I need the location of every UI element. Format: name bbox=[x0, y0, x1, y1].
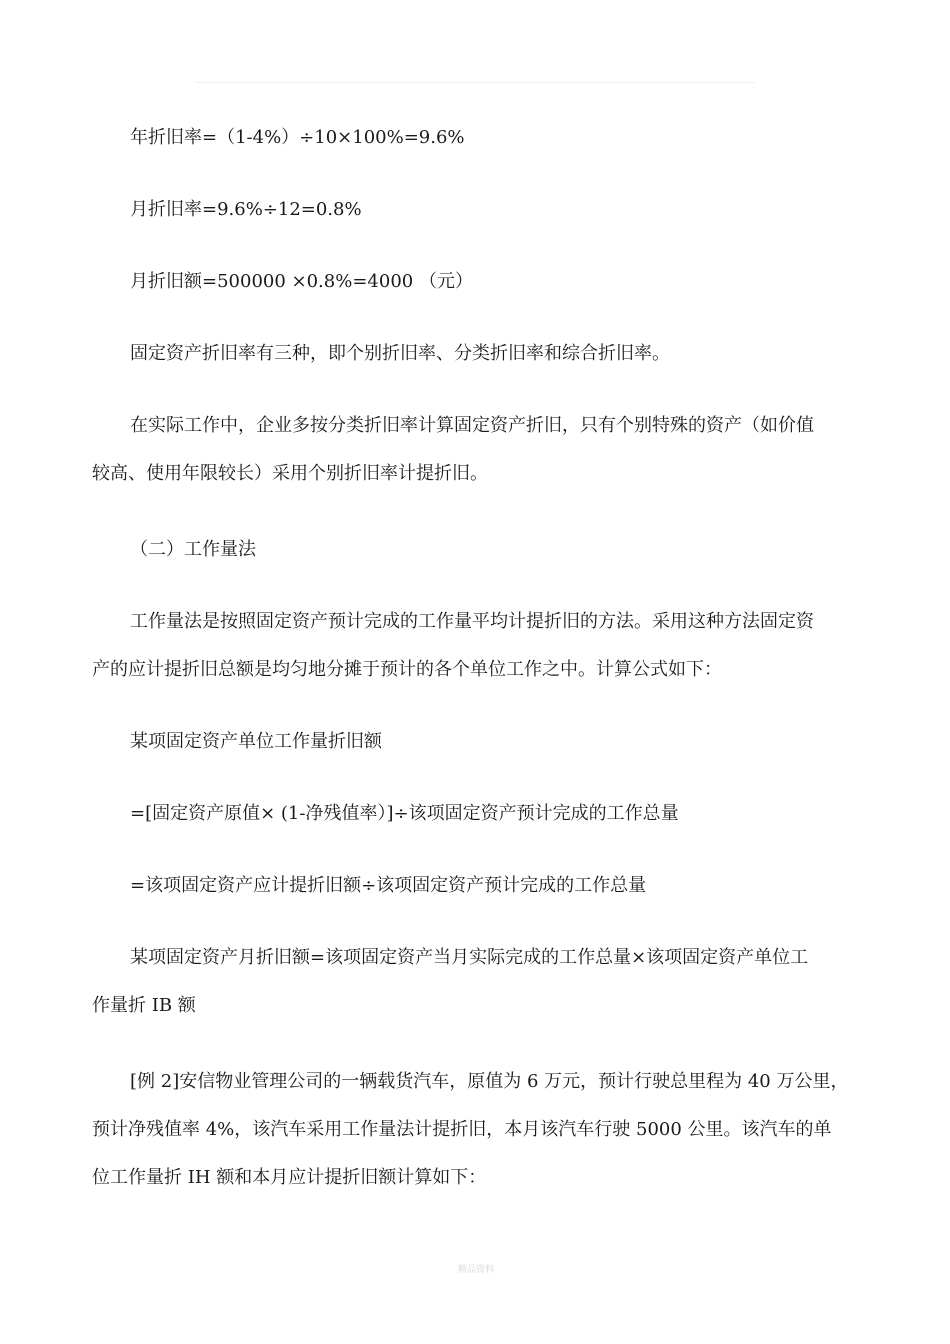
footer-watermark: 精品资料 bbox=[458, 1265, 495, 1275]
paragraph-practice-line-1: 在实际工作中，企业多按分类折旧率计算固定资产折旧，只有个别特殊的资产（如价值 bbox=[130, 415, 814, 436]
formula-monthly-amount-line-1: 某项固定资产月折旧额=该项固定资产当月实际完成的工作总量×该项固定资产单位工 bbox=[130, 947, 809, 968]
paragraph-practice-line-2: 较高、使用年限较长）采用个别折旧率计提折旧。 bbox=[92, 463, 488, 484]
formula-unit-expression-2: =该项固定资产应计提折旧额÷该项固定资产预计完成的工作总量 bbox=[130, 875, 647, 896]
example-2-line-1: [例 2]安信物业管理公司的一辆载货汽车，原值为 6 万元，预计行驶总里程为 40 万公里， bbox=[130, 1071, 849, 1092]
paragraph-rate-types: 固定资产折旧率有三种，即个别折旧率、分类折旧率和综合折旧率。 bbox=[130, 343, 670, 364]
example-2-line-3: 位工作量折 IH 额和本月应计提折旧额计算如下： bbox=[92, 1167, 487, 1188]
section-heading-workload: （二）工作量法 bbox=[130, 539, 256, 560]
example-2-line-2: 预计净残值率 4%，该汽车采用工作量法计提折旧，本月该汽车行驶 5000 公里。该汽车的单 bbox=[92, 1119, 832, 1140]
header-rule bbox=[195, 82, 755, 83]
paragraph-workload-line-1: 工作量法是按照固定资产预计完成的工作量平均计提折旧的方法。采用这种方法固定资 bbox=[130, 611, 814, 632]
formula-monthly-amount-line-2: 作量折 IB 额 bbox=[92, 995, 196, 1016]
paragraph-workload-line-2: 产的应计提折旧总额是均匀地分摊于预计的各个单位工作之中。计算公式如下： bbox=[92, 659, 722, 680]
formula-unit-label: 某项固定资产单位工作量折旧额 bbox=[130, 731, 382, 752]
formula-annual-rate: 年折旧率=（1-4%）÷10×100%=9.6% bbox=[130, 127, 465, 148]
formula-monthly-amount: 月折旧额=500000 ×0.8%=4000 （元） bbox=[130, 271, 473, 292]
formula-unit-expression-1: =[固定资产原值× (1-净残值率）]÷该项固定资产预计完成的工作总量 bbox=[130, 803, 679, 824]
formula-monthly-rate: 月折旧率=9.6%÷12=0.8% bbox=[130, 199, 362, 220]
